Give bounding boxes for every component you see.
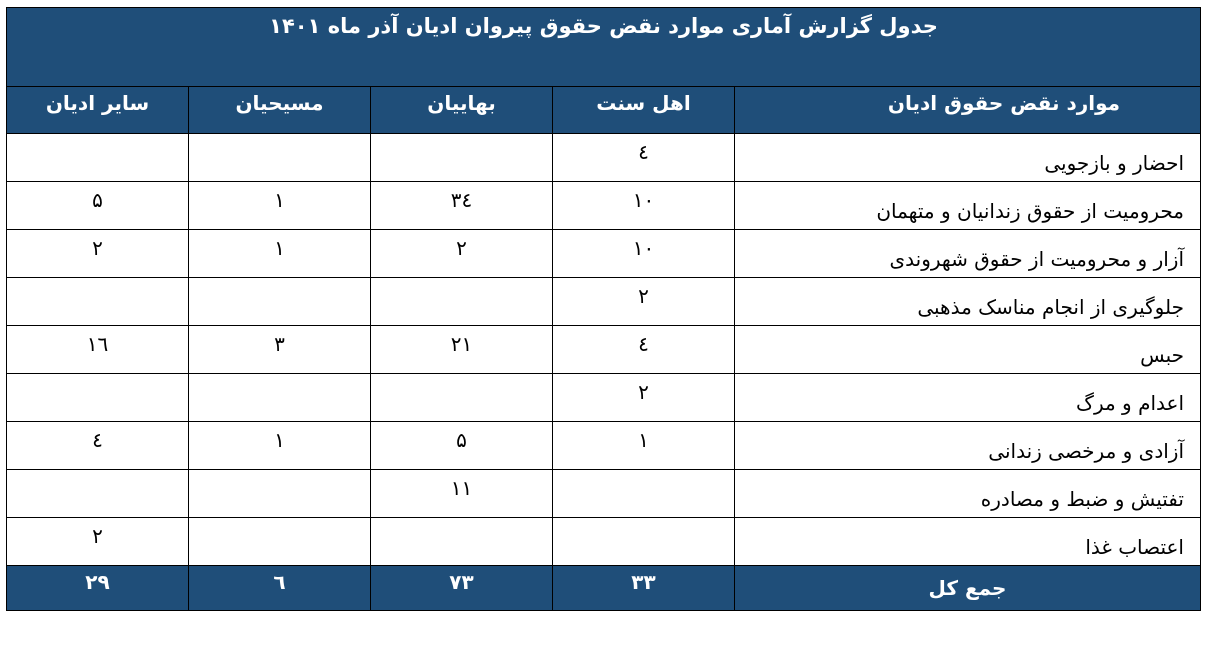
cell-sunni: ۱۰ [553, 182, 735, 230]
table-title: جدول گزارش آماری موارد نقض حقوق پیروان ادیان آذر ماه ۱۴۰۱ [7, 8, 1201, 87]
cell-bahai [371, 134, 553, 182]
cell-sunni [553, 470, 735, 518]
column-header-sunni: اهل سنت [553, 87, 735, 134]
table-row [7, 374, 1201, 422]
total-row [7, 566, 1201, 611]
row-label: اعدام و مرگ [735, 374, 1201, 422]
table-row [7, 134, 1201, 182]
total-label: جمع کل [735, 566, 1201, 611]
row-label: آزار و محرومیت از حقوق شهروندی [735, 230, 1201, 278]
table-row [7, 230, 1201, 278]
cell-sunni [553, 518, 735, 566]
cell-christians [189, 374, 371, 422]
table-row [7, 278, 1201, 326]
row-label: محرومیت از حقوق زندانیان و متهمان [735, 182, 1201, 230]
table-row [7, 518, 1201, 566]
cell-christians [189, 134, 371, 182]
row-label: احضار و بازجویی [735, 134, 1201, 182]
column-header-bahai: بهاییان [371, 87, 553, 134]
cell-bahai [371, 278, 553, 326]
cell-bahai [371, 374, 553, 422]
cell-sunni: ۱ [553, 422, 735, 470]
cell-other-religions [7, 134, 189, 182]
cell-bahai: ۲ [371, 230, 553, 278]
table-row [7, 470, 1201, 518]
cell-sunni: ۱۰ [553, 230, 735, 278]
cell-christians [189, 518, 371, 566]
row-label: اعتصاب غذا [735, 518, 1201, 566]
cell-bahai: ۵ [371, 422, 553, 470]
cell-sunni: ٤ [553, 134, 735, 182]
cell-bahai: ۲۱ [371, 326, 553, 374]
column-header-category: موارد نقض حقوق ادیان [735, 87, 1201, 134]
cell-christians: ۱ [189, 422, 371, 470]
row-label: جلوگیری از انجام مناسک مذهبی [735, 278, 1201, 326]
row-label: آزادی و مرخصی زندانی [735, 422, 1201, 470]
table-row [7, 326, 1201, 374]
cell-other-religions [7, 278, 189, 326]
cell-other-religions: ۵ [7, 182, 189, 230]
cell-christians [189, 278, 371, 326]
row-label: تفتیش و ضبط و مصادره [735, 470, 1201, 518]
column-header-other-religions: سایر ادیان [7, 87, 189, 134]
violations-table [6, 7, 1201, 611]
cell-sunni: ۲ [553, 278, 735, 326]
cell-other-religions [7, 470, 189, 518]
cell-other-religions: ٤ [7, 422, 189, 470]
cell-christians: ۳ [189, 326, 371, 374]
cell-other-religions: ۲ [7, 518, 189, 566]
cell-other-religions [7, 374, 189, 422]
cell-christians: ۱ [189, 230, 371, 278]
cell-other-religions: ۲ [7, 230, 189, 278]
table-row [7, 422, 1201, 470]
cell-bahai: ۳٤ [371, 182, 553, 230]
cell-bahai [371, 518, 553, 566]
cell-christians [189, 470, 371, 518]
cell-sunni: ٤ [553, 326, 735, 374]
cell-other-religions: ۱٦ [7, 326, 189, 374]
cell-sunni: ۲ [553, 374, 735, 422]
column-header-row [7, 87, 1201, 134]
row-label: حبس [735, 326, 1201, 374]
total-christians: ٦ [189, 566, 371, 611]
total-sunni: ۳۳ [553, 566, 735, 611]
report-table-container [7, 7, 1201, 636]
cell-christians: ۱ [189, 182, 371, 230]
table-row [7, 182, 1201, 230]
total-bahai: ۷۳ [371, 566, 553, 611]
cell-bahai: ۱۱ [371, 470, 553, 518]
total-other-religions: ۲۹ [7, 566, 189, 611]
column-header-christians: مسیحیان [189, 87, 371, 134]
